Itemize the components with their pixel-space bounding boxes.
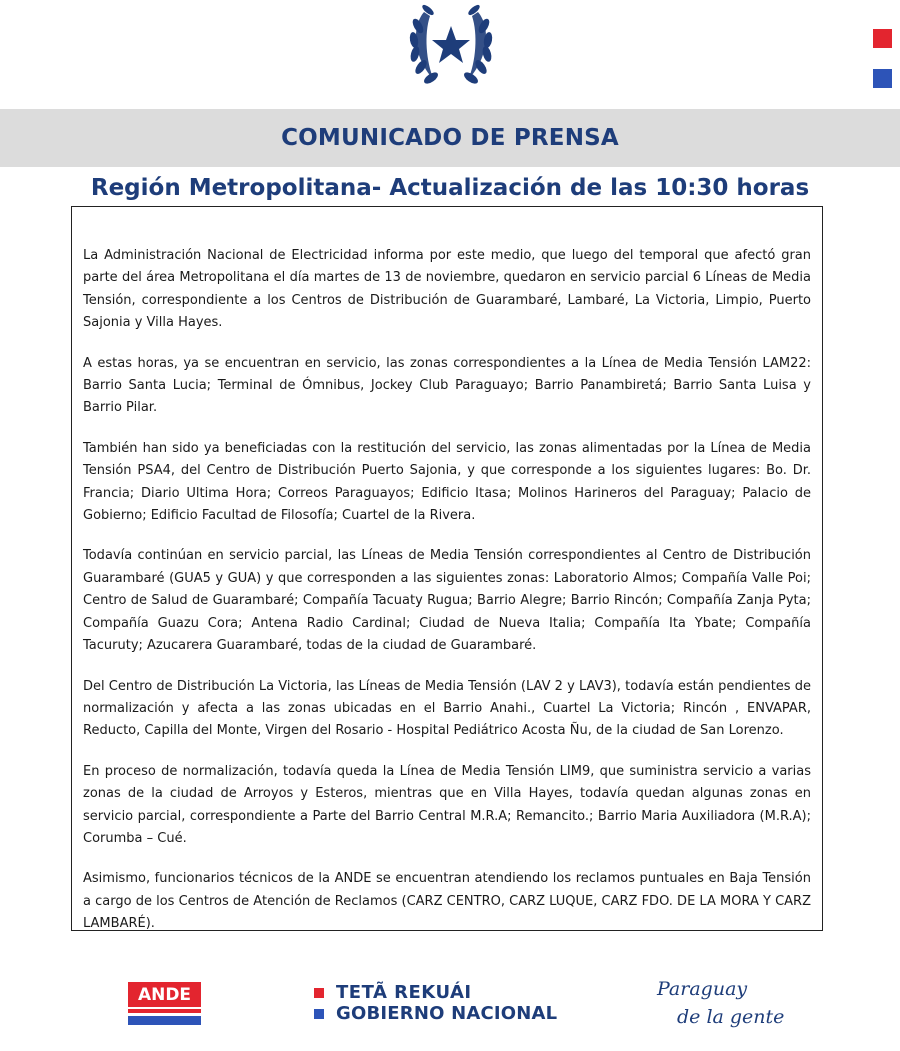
government-logo-line1: TETÃ REKUÁI [336,982,472,1003]
title-band [0,109,900,167]
paragraph-7: Asimismo, funcionarios técnicos de la ANDE se encuentran atendiendo los reclamos puntuales en Baja Tensión a cargo de los Centros de Atención de Reclamos (CARZ CENTRO, CARZ LUQUE, CARZ FDO. DE LA MORA Y CARZ LAMBARÉ). [83,871,811,932]
paragraph-4: Todavía continúan en servicio parcial, las Líneas de Media Tensión correspondientes al Centro de Distribución Guarambaré (GUA5 y GUA) y que corresponden a las siguientes zonas: Laboratorio Almos; Compañía Valle Poi; Centro de Salud de Guarambaré; Compañía Tacuaty Rugua; Barrio Alegre; Barrio Rincón; Compañía Zanja Pyta; Compañía Guazu Cora; Antena Radio Cardinal; Ciudad de Nueva Italia; Compañía Ita Ybate; Compañía Tacuruty; Azucarera Guarambaré, todas de la ciudad de Guarambaré. [83,548,811,654]
paragraph-5: Del Centro de Distribución La Victoria, las Líneas de Media Tensión (LAV 2 y LAV3), todavía están pendientes de normalización y afecta a las zonas ubicadas en el Barrio Anahi., Cuartel La Victoria; Rincón , ENVAPAR, Reducto, Capilla del Monte, Virgen del Rosario - Hospital Pediátrico Acosta Ñu, de la ciudad de San Lorenzo. [83,678,811,739]
ande-logo [128,982,201,1026]
ande-logo-stripe-blue [128,1016,201,1025]
ande-logo-stripe-red [128,1009,201,1013]
paragraph-6: En proceso de normalización, todavía queda la Línea de Media Tensión LIM9, que suministra servicio a varias zonas de la ciudad de Arroyos y Esteros, mientras que en Villa Hayes, todavía quedan algunas zonas en servicio parcial, correspondiente a Parte del Barrio Central M.R.A; Remancito.; Barrio Maria Auxiliadora (M.R.A); Corumba – Cué. [83,763,811,846]
blue-square-icon [314,1009,324,1019]
page-subtitle: Región Metropolitana- Actualización de las 10:30 horas [90,175,810,201]
blue-square-mark [873,69,892,88]
red-square-icon [314,988,324,998]
paragraph-1: La Administración Nacional de Electricidad informa por este medio, que luego del temporal que afectó gran parte del área Metropolitana el día martes de 13 de noviembre, quedaron en servicio parcial 6 Líneas de Media Tensión, correspondiente a los Centros de Distribución de Guarambaré, Lambaré, La Victoria, Limpio, Puerto Sajonia y Villa Hayes. [83,248,811,331]
paragraph-3: También han sido ya beneficiadas con la restitución del servicio, las zonas alimentadas por la Línea de Media Tensión PSA4, del Centro de Distribución Puerto Sajonia, y que corresponde a los siguientes lugares: Bo. Dr. Francia; Diario Ultima Hora; Correos Paraguayos; Edificio Itasa; Molinos Harineros del Paraguay; Palacio de Gobierno; Edificio Facultad de Filosofía; Cuartel de la Rivera. [83,440,811,524]
paragraph-2: A estas horas, ya se encuentran en servicio, las zonas correspondientes a la Línea de Media Tensión LAM22: Barrio Santa Lucia; Terminal de Ómnibus, Jockey Club Paraguayo; Barrio Panambiretá; Barrio Santa Luisa y Barrio Pilar. [83,355,811,416]
page-title: COMUNICADO DE PRENSA [281,125,619,151]
paraguay-national-seal-icon [404,0,498,92]
ande-logo-text: ANDE [128,982,201,1007]
government-logo-line2: GOBIERNO NACIONAL [336,1003,558,1024]
slogan-line1: Paraguay [657,978,748,1000]
red-square-mark [873,29,892,48]
press-release-body [71,206,823,931]
slogan-line2: de la gente [677,1006,785,1028]
footer [0,960,900,1051]
